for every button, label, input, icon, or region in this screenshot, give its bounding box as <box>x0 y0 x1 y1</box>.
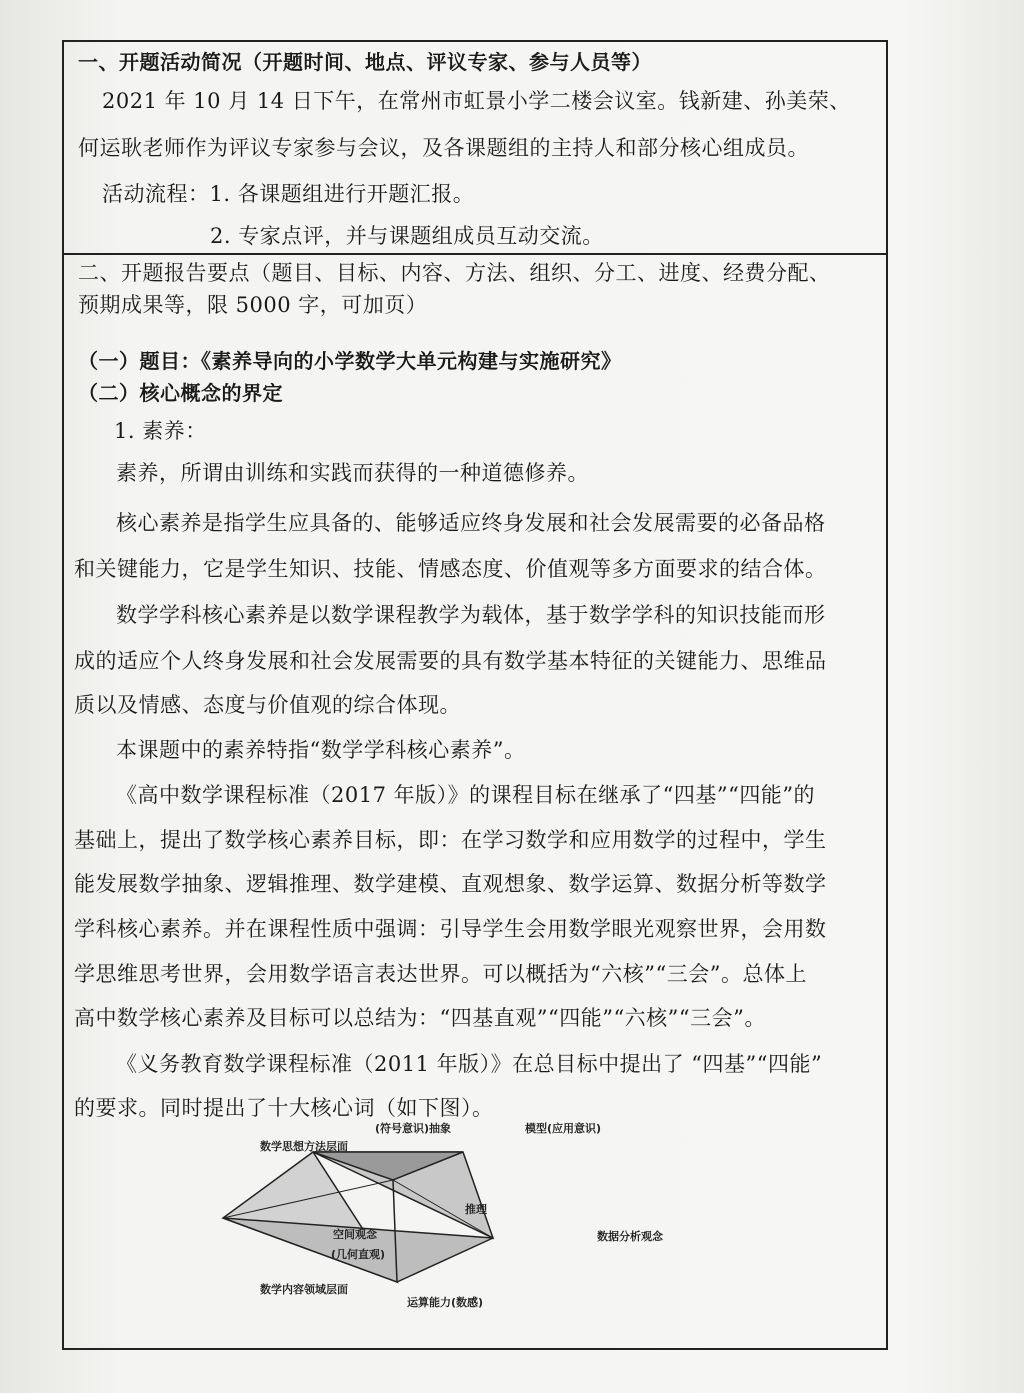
label-thinking-methods-layer: 数学思想方法层面 <box>260 1140 348 1153</box>
label-model: 模型(应用意识) <box>525 1122 602 1135</box>
body-line: 《高中数学课程标准（2017 年版）》的课程目标在继承了“四基”“四能”的 <box>116 783 816 807</box>
body-line: 基础上，提出了数学核心素养目标，即：在学习数学和应用数学的过程中，学生 <box>74 828 827 852</box>
body-line: 学思维思考世界，会用数学语言表达世界。可以概括为“六核”“三会”。总体上 <box>74 962 807 986</box>
activity-flow-item-2: 2. 专家点评，并与课题组成员互动交流。 <box>210 224 604 248</box>
body-line: 本课题中的素养特指“数学学科核心素养”。 <box>116 738 526 762</box>
subheading-literacy: 1. 素养： <box>114 419 207 443</box>
body-line: 的要求。同时提出了十大核心词（如下图）。 <box>74 1096 494 1120</box>
body-line: 数学学科核心素养是以数学课程教学为载体，基于数学学科的知识技能而形 <box>116 603 826 627</box>
section1-paragraph-line: 2021 年 10 月 14 日下午，在常州市虹景小学二楼会议室。钱新建、孙美荣、 <box>102 89 851 113</box>
body-line: 成的适应个人终身发展和社会发展需要的具有数学基本特征的关键能力、思维品 <box>74 649 827 673</box>
section1-paragraph-line: 何运耿老师作为评议专家参与会议，及各课题组的主持人和部分核心组成员。 <box>78 136 809 160</box>
label-reasoning: 推理 <box>465 1203 487 1216</box>
body-line: 质以及情感、态度与价值观的综合体现。 <box>74 693 461 717</box>
body-line: 能发展数学抽象、逻辑推理、数学建模、直观想象、数学运算、数据分析等数学 <box>74 872 827 896</box>
label-geometric-intuition: (几何直观) <box>331 1248 386 1261</box>
label-data-analysis: 数据分析观念 <box>597 1230 663 1243</box>
topic-title: （一）题目：《素养导向的小学数学大单元构建与实施研究》 <box>78 349 622 373</box>
core-concept-heading: （二）核心概念的界定 <box>78 381 283 405</box>
label-content-domain-layer: 数学内容领域层面 <box>260 1283 348 1296</box>
body-line: 核心素养是指学生应具备的、能够适应终身发展和社会发展需要的必备品格 <box>116 511 826 535</box>
section1-heading: 一、开题活动简况（开题时间、地点、评议专家、参与人员等） <box>78 50 652 74</box>
section-activity-overview <box>64 42 886 255</box>
body-line: 素养，所谓由训练和实践而获得的一种道德修养。 <box>116 461 589 485</box>
section2-heading: 预期成果等，限 5000 字，可加页） <box>78 293 428 317</box>
activity-flow-item-1: 活动流程：1. 各课题组进行开题汇报。 <box>102 182 475 206</box>
label-spatial-concept: 空间观念 <box>333 1228 377 1241</box>
body-line: 学科核心素养。并在课程性质中强调：引导学生会用数学眼光观察世界，会用数 <box>74 917 827 941</box>
section2-heading: 二、开题报告要点（题目、目标、内容、方法、组织、分工、进度、经费分配、 <box>78 261 831 285</box>
label-computation: 运算能力(数感) <box>407 1296 484 1309</box>
label-abstraction: (符号意识)抽象 <box>375 1122 452 1135</box>
body-line: 《义务教育数学课程标准（2011 年版）》在总目标中提出了 “四基”“四能” <box>116 1052 823 1076</box>
body-line: 高中数学核心素养及目标可以总结为：“四基直观”“四能”“六核”“三会”。 <box>74 1006 766 1030</box>
ten-core-words-diagram <box>185 1110 663 1310</box>
body-line: 和关键能力，它是学生知识、技能、情感态度、价值观等多方面要求的结合体。 <box>74 557 827 581</box>
